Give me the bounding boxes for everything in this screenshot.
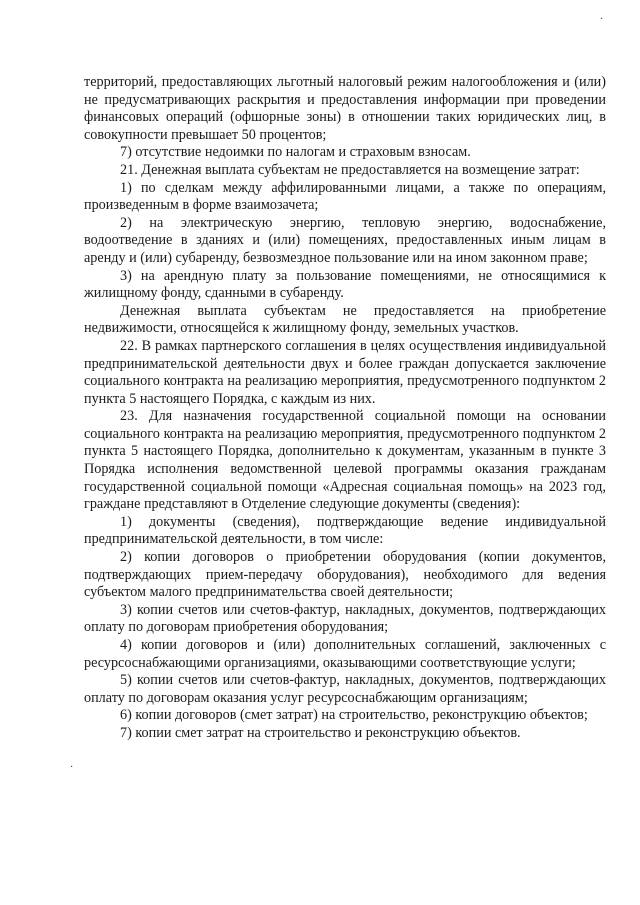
paragraph: 2) на электрическую энергию, тепловую энергию, водоснабжение, водоотведение в зданиях и (или) помещениях, предоставленных иным лицам в аренду и (или) субаренду, безвозмездное пользование или на ином законном праве;	[84, 214, 606, 266]
paragraph: 1) документы (сведения), подтверждающие ведение индивидуальной предпринимательской деятельности, в том числе:	[84, 513, 606, 548]
paragraph: 21. Денежная выплата субъектам не предоставляется на возмещение затрат:	[120, 161, 580, 178]
scan-speck: ·	[600, 14, 604, 25]
paragraph: территорий, предоставляющих льготный налоговый режим налогообложения и (или) не предусматривающих раскрытия и предоставления информации при проведении финансовых операций (офшорные зоны) в отношении таких юридических лиц, в совокупности превышает 50 процентов;	[84, 74, 606, 143]
scan-speck: ·	[70, 762, 74, 773]
paragraph: 3) на арендную плату за пользование помещениями, не относящимися к жилищному фонду, сданными в субаренду.	[84, 267, 606, 302]
paragraph: 1) по сделкам между аффилированными лицами, а также по операциям, произведенным в форме взаимозачета;	[84, 179, 606, 214]
paragraph: 7) копии смет затрат на строительство и реконструкцию объектов.	[120, 724, 521, 741]
paragraph: 23. Для назначения государственной социальной помощи на основании социального контракта на реализацию мероприятия, предусмотренного подпунктом 2 пункта 5 настоящего Порядка, дополнительно к документам, указанным в пункте 3 Порядка исполнения ведомственной целевой программы оказания гражданам государственной социальной помощи «Адресная социальная помощь» на 2023 год, граждане представляют в Отделение следующие документы (сведения):	[84, 408, 606, 513]
paragraph: 6) копии договоров (смет затрат) на строительство, реконструкцию объектов;	[120, 707, 588, 724]
document-body	[84, 74, 606, 743]
paragraph: 2) копии договоров о приобретении оборудования (копии документов, подтверждающих прием-передачу оборудования), необходимого для ведения субъектом малого предпринимательства своей деятельности;	[84, 549, 606, 601]
paragraph: 7) отсутствие недоимки по налогам и страховым взносам.	[120, 144, 471, 161]
paragraph: 4) копии договоров и (или) дополнительных соглашений, заключенных с ресурсоснабжающими организациями, оказывающими соответствующие услуги;	[84, 637, 606, 671]
paragraph: Денежная выплата субъектам не предоставляется на приобретение недвижимости, относящейся к жилищному фонду, земельных участков.	[84, 302, 606, 337]
paragraph: 22. В рамках партнерского соглашения в целях осуществления индивидуальной предпринимательской деятельности двух и более граждан допускается заключение социального контракта на реализацию мероприятия, предусмотренного подпунктом 2 пункта 5 настоящего Порядка, с каждым из них.	[84, 337, 606, 407]
paragraph: 5) копии счетов или счетов-фактур, накладных, документов, подтверждающих оплату по договорам оказания услуг ресурсоснабжающим организациям;	[84, 672, 606, 706]
paragraph: 3) копии счетов или счетов-фактур, накладных, документов, подтверждающих оплату по договорам приобретения оборудования;	[84, 601, 606, 636]
